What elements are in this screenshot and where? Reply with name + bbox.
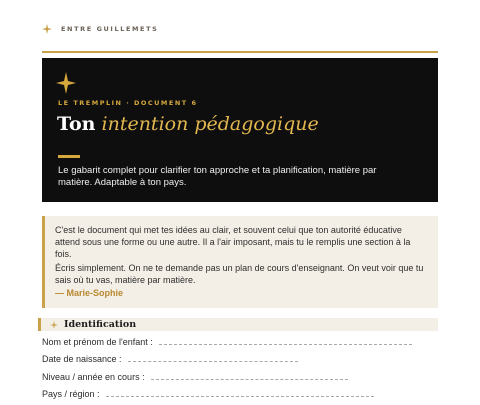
form-field-grade xyxy=(42,372,348,382)
section-title: Identification xyxy=(64,319,137,330)
brand-header xyxy=(42,24,158,34)
form-field-child-name xyxy=(42,337,412,347)
field-label: Pays / région : xyxy=(42,389,100,399)
title-bold-part: Ton xyxy=(57,113,96,135)
sparkle-icon xyxy=(50,321,58,329)
field-label: Date de naissance : xyxy=(42,354,122,364)
section-header xyxy=(38,318,438,331)
hero-banner xyxy=(42,58,438,202)
title-italic-part: intention pédagogique xyxy=(101,113,319,135)
title-underline xyxy=(58,155,80,158)
brand-name: ENTRE GUILLEMETS xyxy=(61,25,159,33)
top-divider xyxy=(42,51,438,53)
sparkle-icon xyxy=(42,24,52,34)
field-label: Nom et prénom de l'enfant : xyxy=(42,337,153,347)
page-title xyxy=(57,113,319,135)
child-name-blank[interactable] xyxy=(159,344,412,345)
quote-paragraph: C'est le document qui met tes idées au clair, et souvent celui que ton autorité éducative attend sous une forme ou une autre. Il a l'air imposant, mais tu le remplis une section à la fois. xyxy=(55,225,411,259)
quote-paragraph: Écris simplement. On ne te demande pas un plan de cours d'enseignant. On veut voir que tu sais où tu vas, matière par matière. xyxy=(55,263,424,285)
grade-blank[interactable] xyxy=(151,379,348,380)
quote-signature: — Marie-Sophie xyxy=(55,288,124,298)
birthdate-blank[interactable] xyxy=(128,361,298,362)
intro-quote xyxy=(42,216,438,308)
hero-description: Le gabarit complet pour clarifier ton approche et ta planification, matière par matière. Adaptable à ton pays. xyxy=(58,165,377,188)
form-field-birthdate xyxy=(42,354,298,364)
field-label: Niveau / année en cours : xyxy=(42,372,145,382)
form-field-country xyxy=(42,389,374,399)
document-kicker: LE TREMPLIN · DOCUMENT 6 xyxy=(58,99,198,107)
sparkle-icon xyxy=(56,72,76,94)
country-blank[interactable] xyxy=(106,396,374,397)
